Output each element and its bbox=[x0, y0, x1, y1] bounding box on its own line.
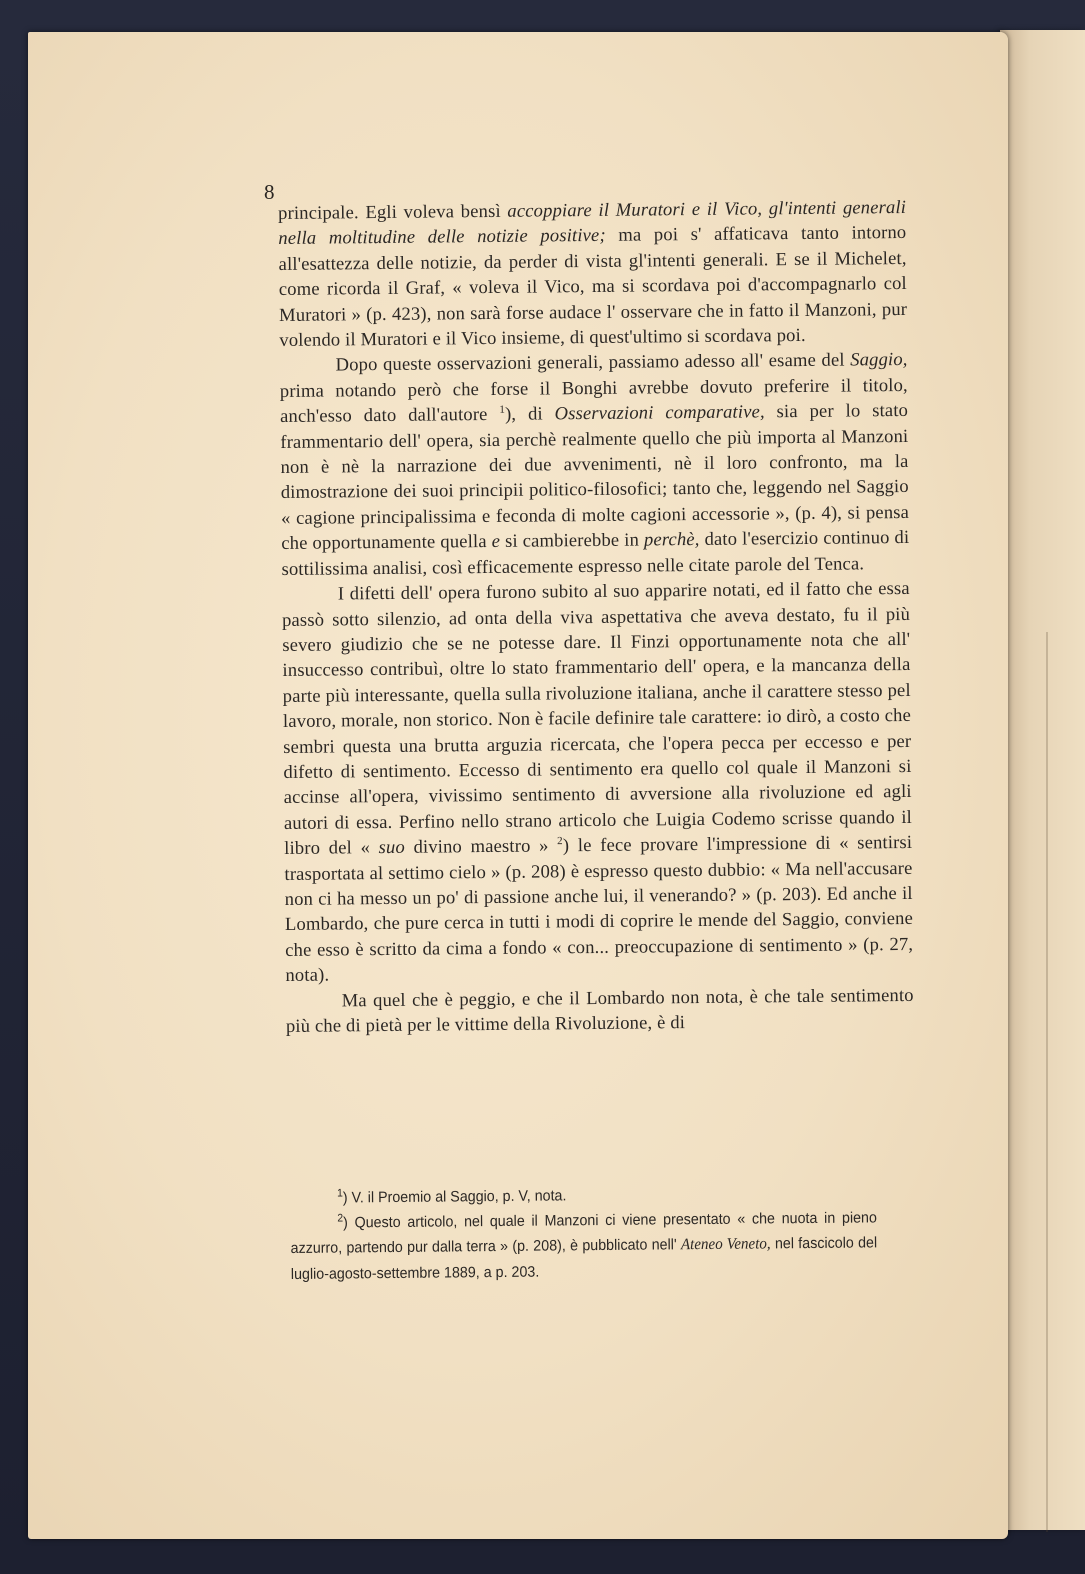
italic-text: Osservazioni comparative, bbox=[554, 401, 765, 425]
footnote bbox=[290, 1206, 877, 1287]
text-run: sia per lo stato frammentario dell' opera, sia perchè realmente quello che più importa al Manzoni non è nè la narrazione dei due avvenimenti, nè il loro confronto, ma la dimostrazione dei suoi principii politico-filosofici; tanto che, leggendo nel Saggio « cagione principalissima e feconda di molte cagioni accessorie », (p. 4), si pensa che opportunamente quella bbox=[280, 400, 910, 555]
page-number: 8 bbox=[264, 180, 275, 204]
text-run: divino maestro » bbox=[404, 835, 558, 858]
page-crease bbox=[1046, 632, 1048, 1532]
italic-text: Saggio, bbox=[850, 349, 908, 371]
text-run: Ma quel che è peggio, e che il Lombardo non nota, è che tale sentimento più che di pietà per le vittime della Rivoluzione, è di bbox=[285, 984, 914, 1037]
text-run: ) V. il Proemio al Saggio, p. V, nota. bbox=[342, 1187, 567, 1207]
text-run: ) le fece provare l'impressione di « sentirsi trasportata al settimo cielo » (p. 208) è espresso questo dubbio: « Ma nell'accusare non ci ha messo un po' di passione anche lui, il venerando? » (p. 203). Ed anche il Lombardo, che pure cerca in tutti i modi di coprire le mende del Saggio, conviene che esso è scritto da cima a fondo « con... preoccupazione di sentimento » (p. 27, nota). bbox=[284, 832, 914, 987]
footnote-ref: 2 bbox=[557, 835, 563, 848]
text-run: principale. Egli voleva bensì bbox=[278, 200, 508, 224]
text-run: prima notando però che forse il Bonghi avrebbe dovuto preferire il titolo, anch'esso dato dall'autore bbox=[279, 374, 908, 428]
italic-text: perchè, bbox=[643, 529, 700, 551]
text-run: I difetti dell' opera furono subito al suo apparire notati, ed il fatto che essa passò sotto silenzio, ad onta della viva aspettativa che aveva destato, fu il più severo giudizio che se ne potesse dare. Il Finzi opportunamente nota che all' insuccesso contribuì, oltre lo stato frammentario dell' opera, e la mancanza della parte più interessante, quella sulla rivoluzione italiana, anche il carattere stesso pel lavoro, morale, non storico. Non è facile definire tale carattere: io dirò, a costo che sembri questa una brutta arguzia ricercata, che l'opera pecca per eccesso e per difetto di sentimento. Eccesso di sentimento era quello col quale il Manzoni si accinse all'opera, vivissimo sentimento di avversione alla rivoluzione ed agli autori di essa. Perfino nello strano articolo che Luigia Codemo scrisse quando il libro del « bbox=[281, 578, 913, 860]
text-run: ) Questo articolo, nel quale il Manzoni ci viene presentato « che nuota in pieno azzurro, partendo pur dalla terra » (p. 208), è pubblicato nell' bbox=[290, 1209, 877, 1258]
footnote-ref: 1 bbox=[337, 1187, 343, 1200]
footnotes bbox=[290, 1180, 878, 1286]
paragraph bbox=[282, 576, 914, 989]
text-run: si cambierebbe in bbox=[499, 529, 645, 553]
text-run: ), di bbox=[504, 403, 555, 426]
paragraph bbox=[278, 195, 907, 353]
text-run: dato l'esercizio continuo di sottilissima analisi, così efficacemente espresso nelle citate parole del Tenca. bbox=[281, 527, 910, 580]
footnote-ref: 1 bbox=[499, 403, 506, 416]
footnote-ref: 2 bbox=[337, 1212, 344, 1225]
paragraph bbox=[286, 983, 914, 1040]
text-run: Dopo queste osservazioni generali, passiamo adesso all' esame del bbox=[335, 349, 851, 376]
italic-text: e bbox=[491, 531, 501, 553]
body-text bbox=[278, 195, 914, 1039]
paragraph bbox=[279, 347, 909, 582]
italic-text: suo bbox=[378, 836, 405, 859]
text-run: ma poi s' affaticava tanto intorno all'esattezza delle notizie, da perder di vista gl'intenti generali. E se il Michelet, come ricorda il Graf, « voleva il Vico, ma si scordava poi d'accompagnarlo col Muratori » (p. 423), non sarà forse audace l' osservare che in fatto il Manzoni, pur volendo il Muratori e il Vico insieme, di quest'ultimo si scordava poi. bbox=[278, 222, 908, 352]
facing-page-edge bbox=[1000, 30, 1085, 1530]
italic-text: Ateneo Veneto, bbox=[680, 1235, 771, 1254]
italic-text: accoppiare il Muratori e il Vico, gl'intenti generali nella moltitudine delle notizie positive; bbox=[278, 196, 907, 250]
text-run: nel fascicolo del luglio-agosto-settembre 1889, a p. 203. bbox=[290, 1234, 878, 1283]
